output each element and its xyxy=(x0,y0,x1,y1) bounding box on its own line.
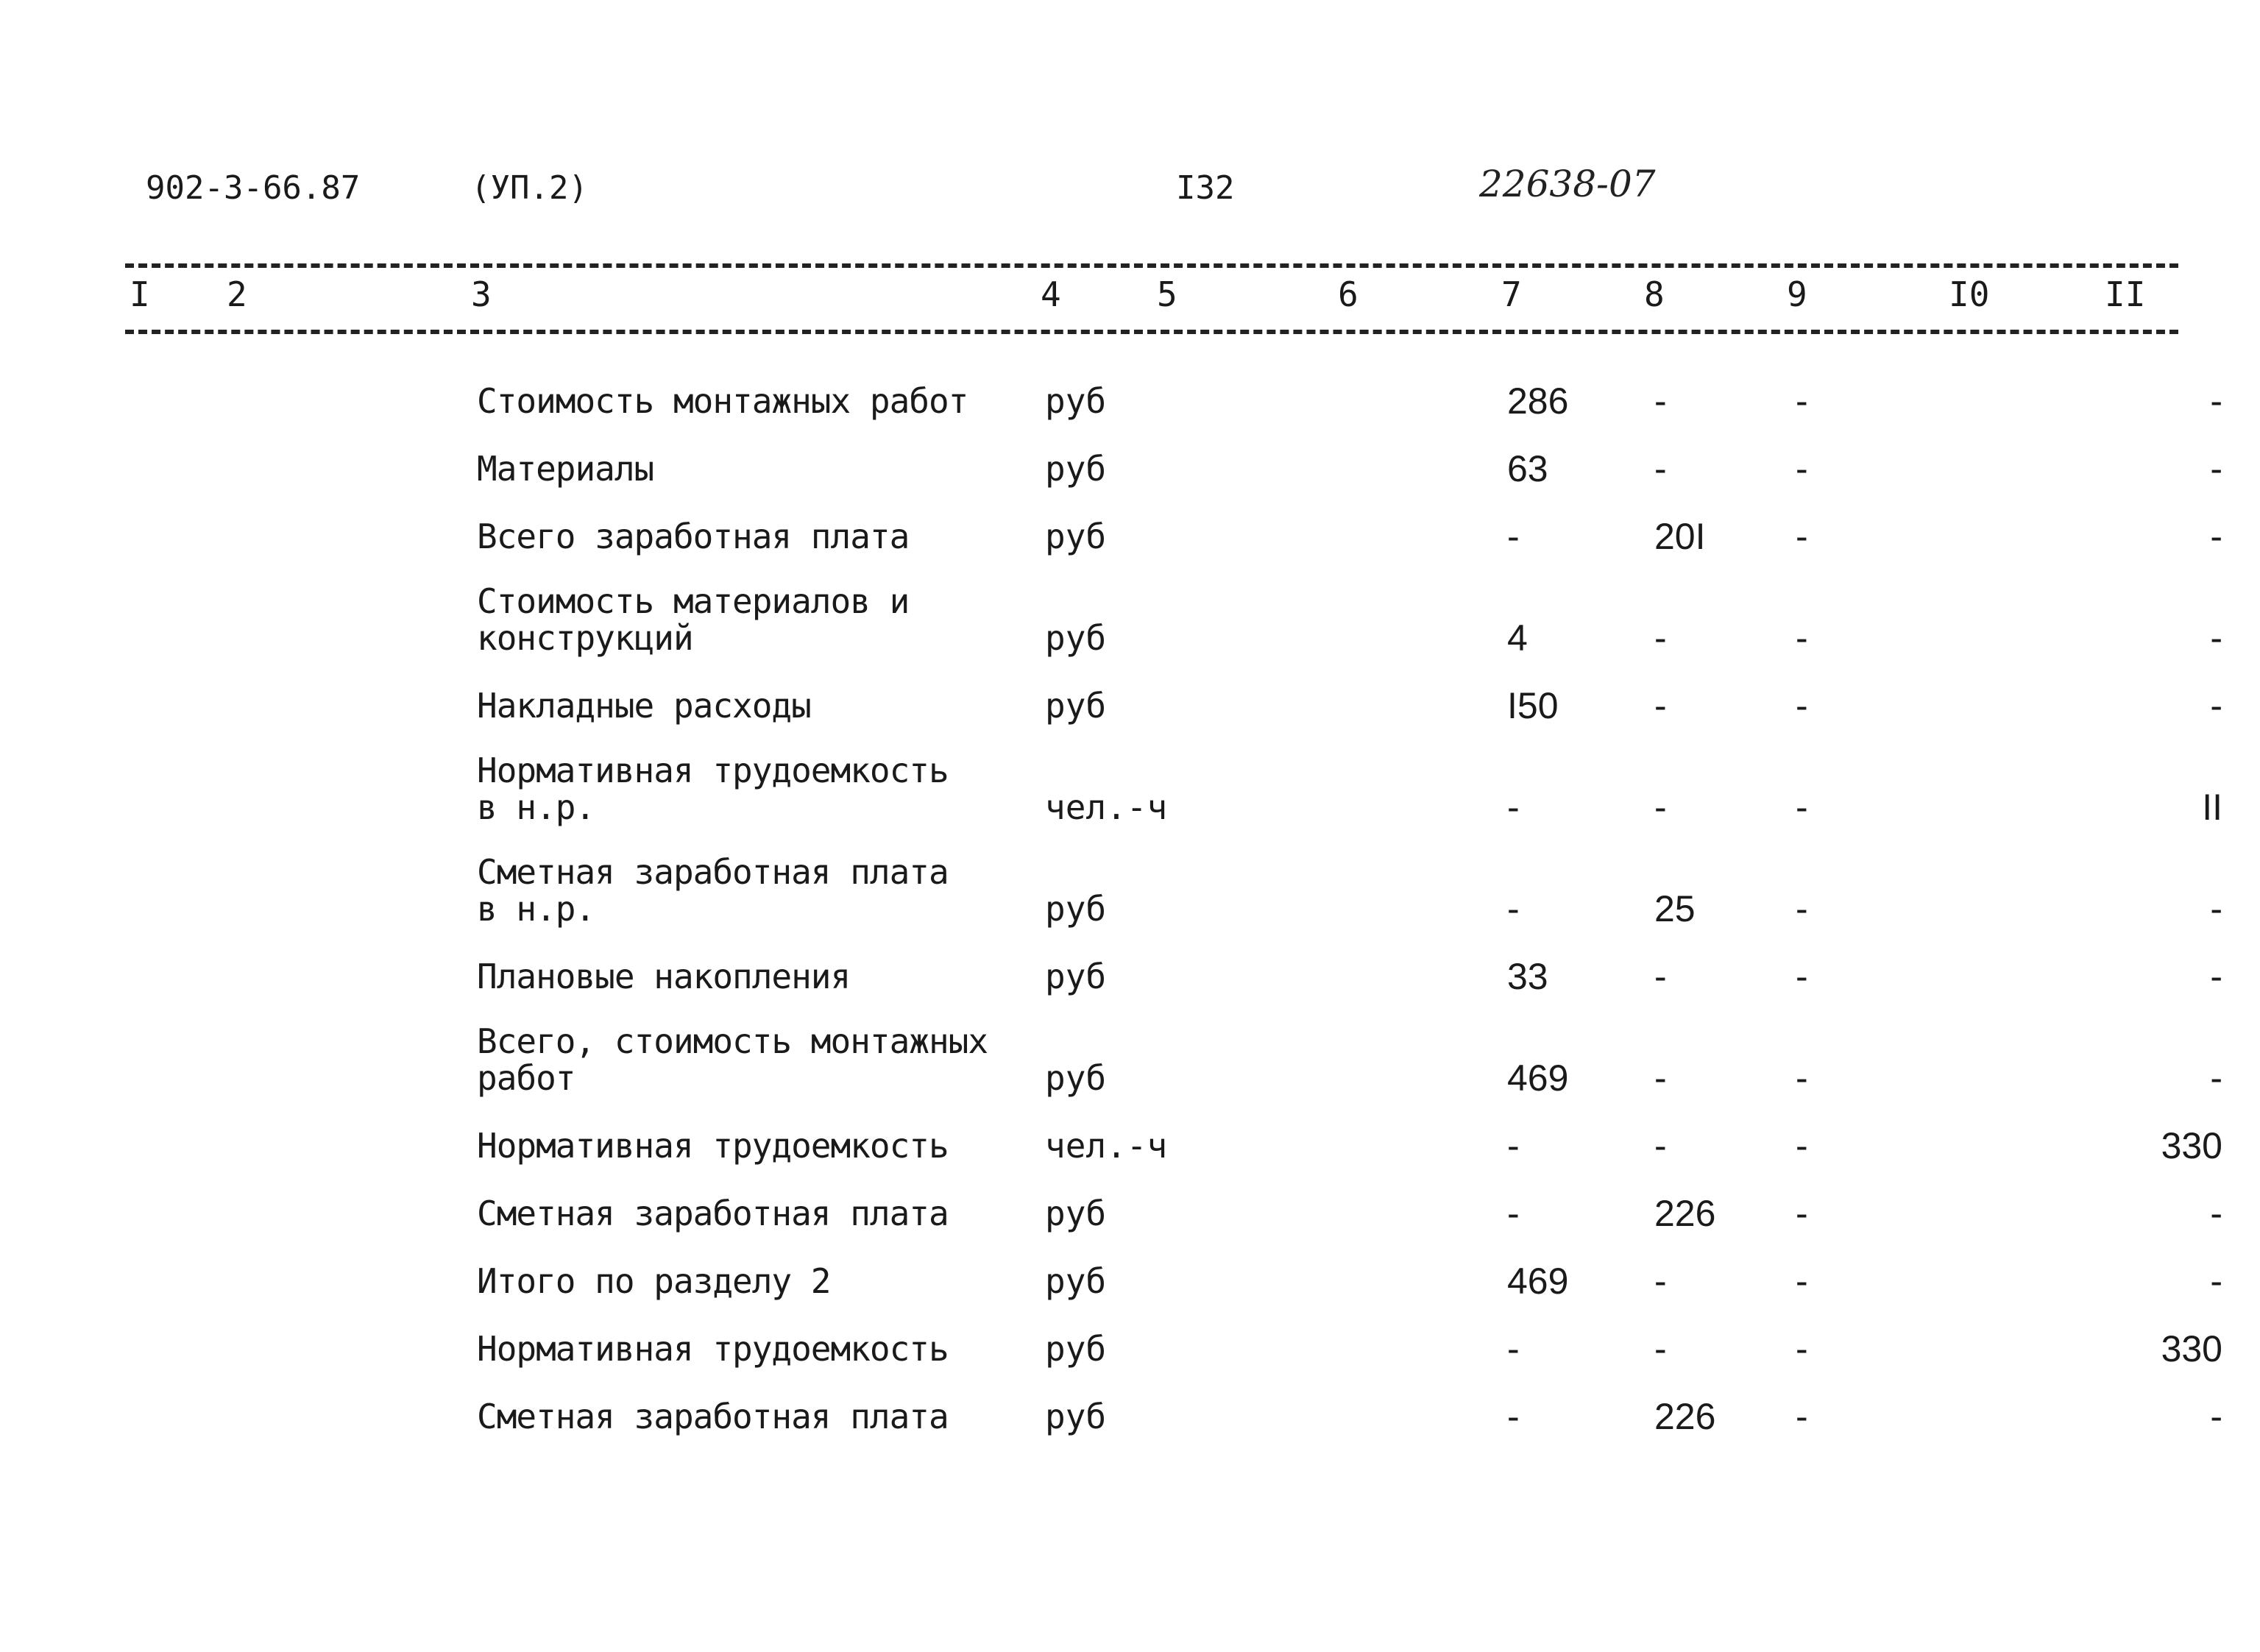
inventory-stamp: 22638-07 xyxy=(1479,163,1656,205)
row-value-col8: 226 xyxy=(1654,1396,1716,1437)
row-value-col9: - xyxy=(1796,1125,1808,1166)
table-row xyxy=(0,499,2260,567)
header-divider-bottom xyxy=(125,330,2178,334)
row-value-col9: - xyxy=(1796,787,1808,828)
row-value-col7: - xyxy=(1507,516,1520,557)
table-row xyxy=(0,837,2260,939)
row-name: Нормативная трудоемкость в н.р. xyxy=(477,751,949,827)
row-name: Итого по разделу 2 xyxy=(477,1261,831,1301)
column-number: 2 xyxy=(227,274,247,314)
row-value-col11: - xyxy=(2210,956,2222,997)
row-value-col7: - xyxy=(1507,1193,1520,1234)
table-row xyxy=(0,1176,2260,1244)
row-value-col8: - xyxy=(1654,956,1667,997)
row-value-col11: - xyxy=(2210,685,2222,726)
column-number: 3 xyxy=(471,274,492,314)
row-value-col11: - xyxy=(2210,380,2222,422)
row-value-col11: - xyxy=(2210,888,2222,929)
row-unit: руб xyxy=(1045,449,1107,489)
row-unit: руб xyxy=(1045,686,1107,726)
row-unit: чел.-ч xyxy=(1045,787,1168,827)
row-value-col11: 330 xyxy=(2161,1328,2222,1369)
row-value-col7: - xyxy=(1507,787,1520,828)
row-unit: руб xyxy=(1045,381,1107,421)
column-number: 7 xyxy=(1501,274,1522,314)
row-value-col8: - xyxy=(1654,685,1667,726)
table-row xyxy=(0,364,2260,431)
row-unit: руб xyxy=(1045,889,1107,929)
row-value-col11: - xyxy=(2210,617,2222,659)
document-code: 902-3-66.87 xyxy=(146,169,361,207)
row-value-col7: - xyxy=(1507,1396,1520,1437)
row-value-col8: 25 xyxy=(1654,888,1696,929)
column-number: 6 xyxy=(1338,274,1359,314)
row-value-col9: - xyxy=(1796,685,1808,726)
table-row xyxy=(0,1244,2260,1311)
row-name: Стоимость монтажных работ xyxy=(477,381,968,421)
table-row xyxy=(0,567,2260,668)
row-value-col11: - xyxy=(2210,1057,2222,1099)
row-value-col11: - xyxy=(2210,1261,2222,1302)
row-value-col7: - xyxy=(1507,1328,1520,1369)
row-unit: руб xyxy=(1045,618,1107,658)
volume-label: (УП.2) xyxy=(471,169,588,207)
row-name: Материалы xyxy=(477,449,654,489)
table-row xyxy=(0,1007,2260,1108)
row-name: Накладные расходы xyxy=(477,686,811,726)
row-name: Сметная заработная плата в н.р. xyxy=(477,852,949,929)
row-name: Сметная заработная плата xyxy=(477,1194,949,1233)
row-name: Стоимость материалов и конструкций xyxy=(477,581,910,658)
column-number: I0 xyxy=(1949,274,1990,314)
row-unit: руб xyxy=(1045,517,1107,556)
row-unit: руб xyxy=(1045,957,1107,996)
column-number: 4 xyxy=(1041,274,1061,314)
row-value-col11: - xyxy=(2210,1396,2222,1437)
row-value-col9: - xyxy=(1796,448,1808,489)
row-value-col11: - xyxy=(2210,1193,2222,1234)
row-value-col8: - xyxy=(1654,1261,1667,1302)
row-value-col9: - xyxy=(1796,1396,1808,1437)
row-unit: чел.-ч xyxy=(1045,1126,1168,1166)
row-value-col8: - xyxy=(1654,380,1667,422)
row-value-col8: 226 xyxy=(1654,1193,1716,1234)
row-value-col11: II xyxy=(2202,787,2222,828)
table-row xyxy=(0,939,2260,1007)
row-value-col7: 63 xyxy=(1507,448,1548,489)
row-value-col8: - xyxy=(1654,1328,1667,1369)
row-value-col9: - xyxy=(1796,1193,1808,1234)
row-value-col8: - xyxy=(1654,787,1667,828)
row-value-col7: - xyxy=(1507,888,1520,929)
row-value-col9: - xyxy=(1796,888,1808,929)
table-row xyxy=(0,431,2260,499)
row-value-col11: - xyxy=(2210,516,2222,557)
row-value-col11: - xyxy=(2210,448,2222,489)
column-number: II xyxy=(2105,274,2146,314)
row-value-col7: 469 xyxy=(1507,1261,1569,1302)
table-row xyxy=(0,668,2260,736)
row-value-col9: - xyxy=(1796,617,1808,659)
row-value-col9: - xyxy=(1796,1057,1808,1099)
row-unit: руб xyxy=(1045,1058,1107,1098)
row-unit: руб xyxy=(1045,1261,1107,1301)
row-value-col7: 4 xyxy=(1507,617,1528,659)
row-unit: руб xyxy=(1045,1194,1107,1233)
row-name: Плановые накопления xyxy=(477,957,851,996)
table-row xyxy=(0,1379,2260,1447)
row-value-col7: 469 xyxy=(1507,1057,1569,1099)
row-unit: руб xyxy=(1045,1329,1107,1369)
row-value-col8: - xyxy=(1654,448,1667,489)
row-value-col11: 330 xyxy=(2161,1125,2222,1166)
row-value-col7: 286 xyxy=(1507,380,1569,422)
row-value-col8: - xyxy=(1654,617,1667,659)
row-unit: руб xyxy=(1045,1397,1107,1436)
row-value-col9: - xyxy=(1796,380,1808,422)
row-value-col7: 33 xyxy=(1507,956,1548,997)
table-row xyxy=(0,1311,2260,1379)
column-number: 5 xyxy=(1157,274,1177,314)
table-row xyxy=(0,736,2260,837)
row-value-col8: - xyxy=(1654,1125,1667,1166)
row-name: Нормативная трудоемкость xyxy=(477,1126,949,1166)
column-number: 9 xyxy=(1787,274,1807,314)
row-name: Сметная заработная плата xyxy=(477,1397,949,1436)
row-value-col9: - xyxy=(1796,1328,1808,1369)
header-divider-top xyxy=(125,263,2178,268)
row-name: Нормативная трудоемкость xyxy=(477,1329,949,1369)
row-value-col9: - xyxy=(1796,1261,1808,1302)
row-value-col8: 20I xyxy=(1654,516,1706,557)
table-row xyxy=(0,1108,2260,1176)
row-name: Всего, стоимость монтажных работ xyxy=(477,1021,988,1098)
page-number: I32 xyxy=(1176,169,1235,207)
row-name: Всего заработная плата xyxy=(477,517,910,556)
row-value-col8: - xyxy=(1654,1057,1667,1099)
column-number: I xyxy=(130,274,150,314)
row-value-col9: - xyxy=(1796,956,1808,997)
row-value-col7: I50 xyxy=(1507,685,1559,726)
row-value-col7: - xyxy=(1507,1125,1520,1166)
column-number: 8 xyxy=(1644,274,1665,314)
row-value-col9: - xyxy=(1796,516,1808,557)
